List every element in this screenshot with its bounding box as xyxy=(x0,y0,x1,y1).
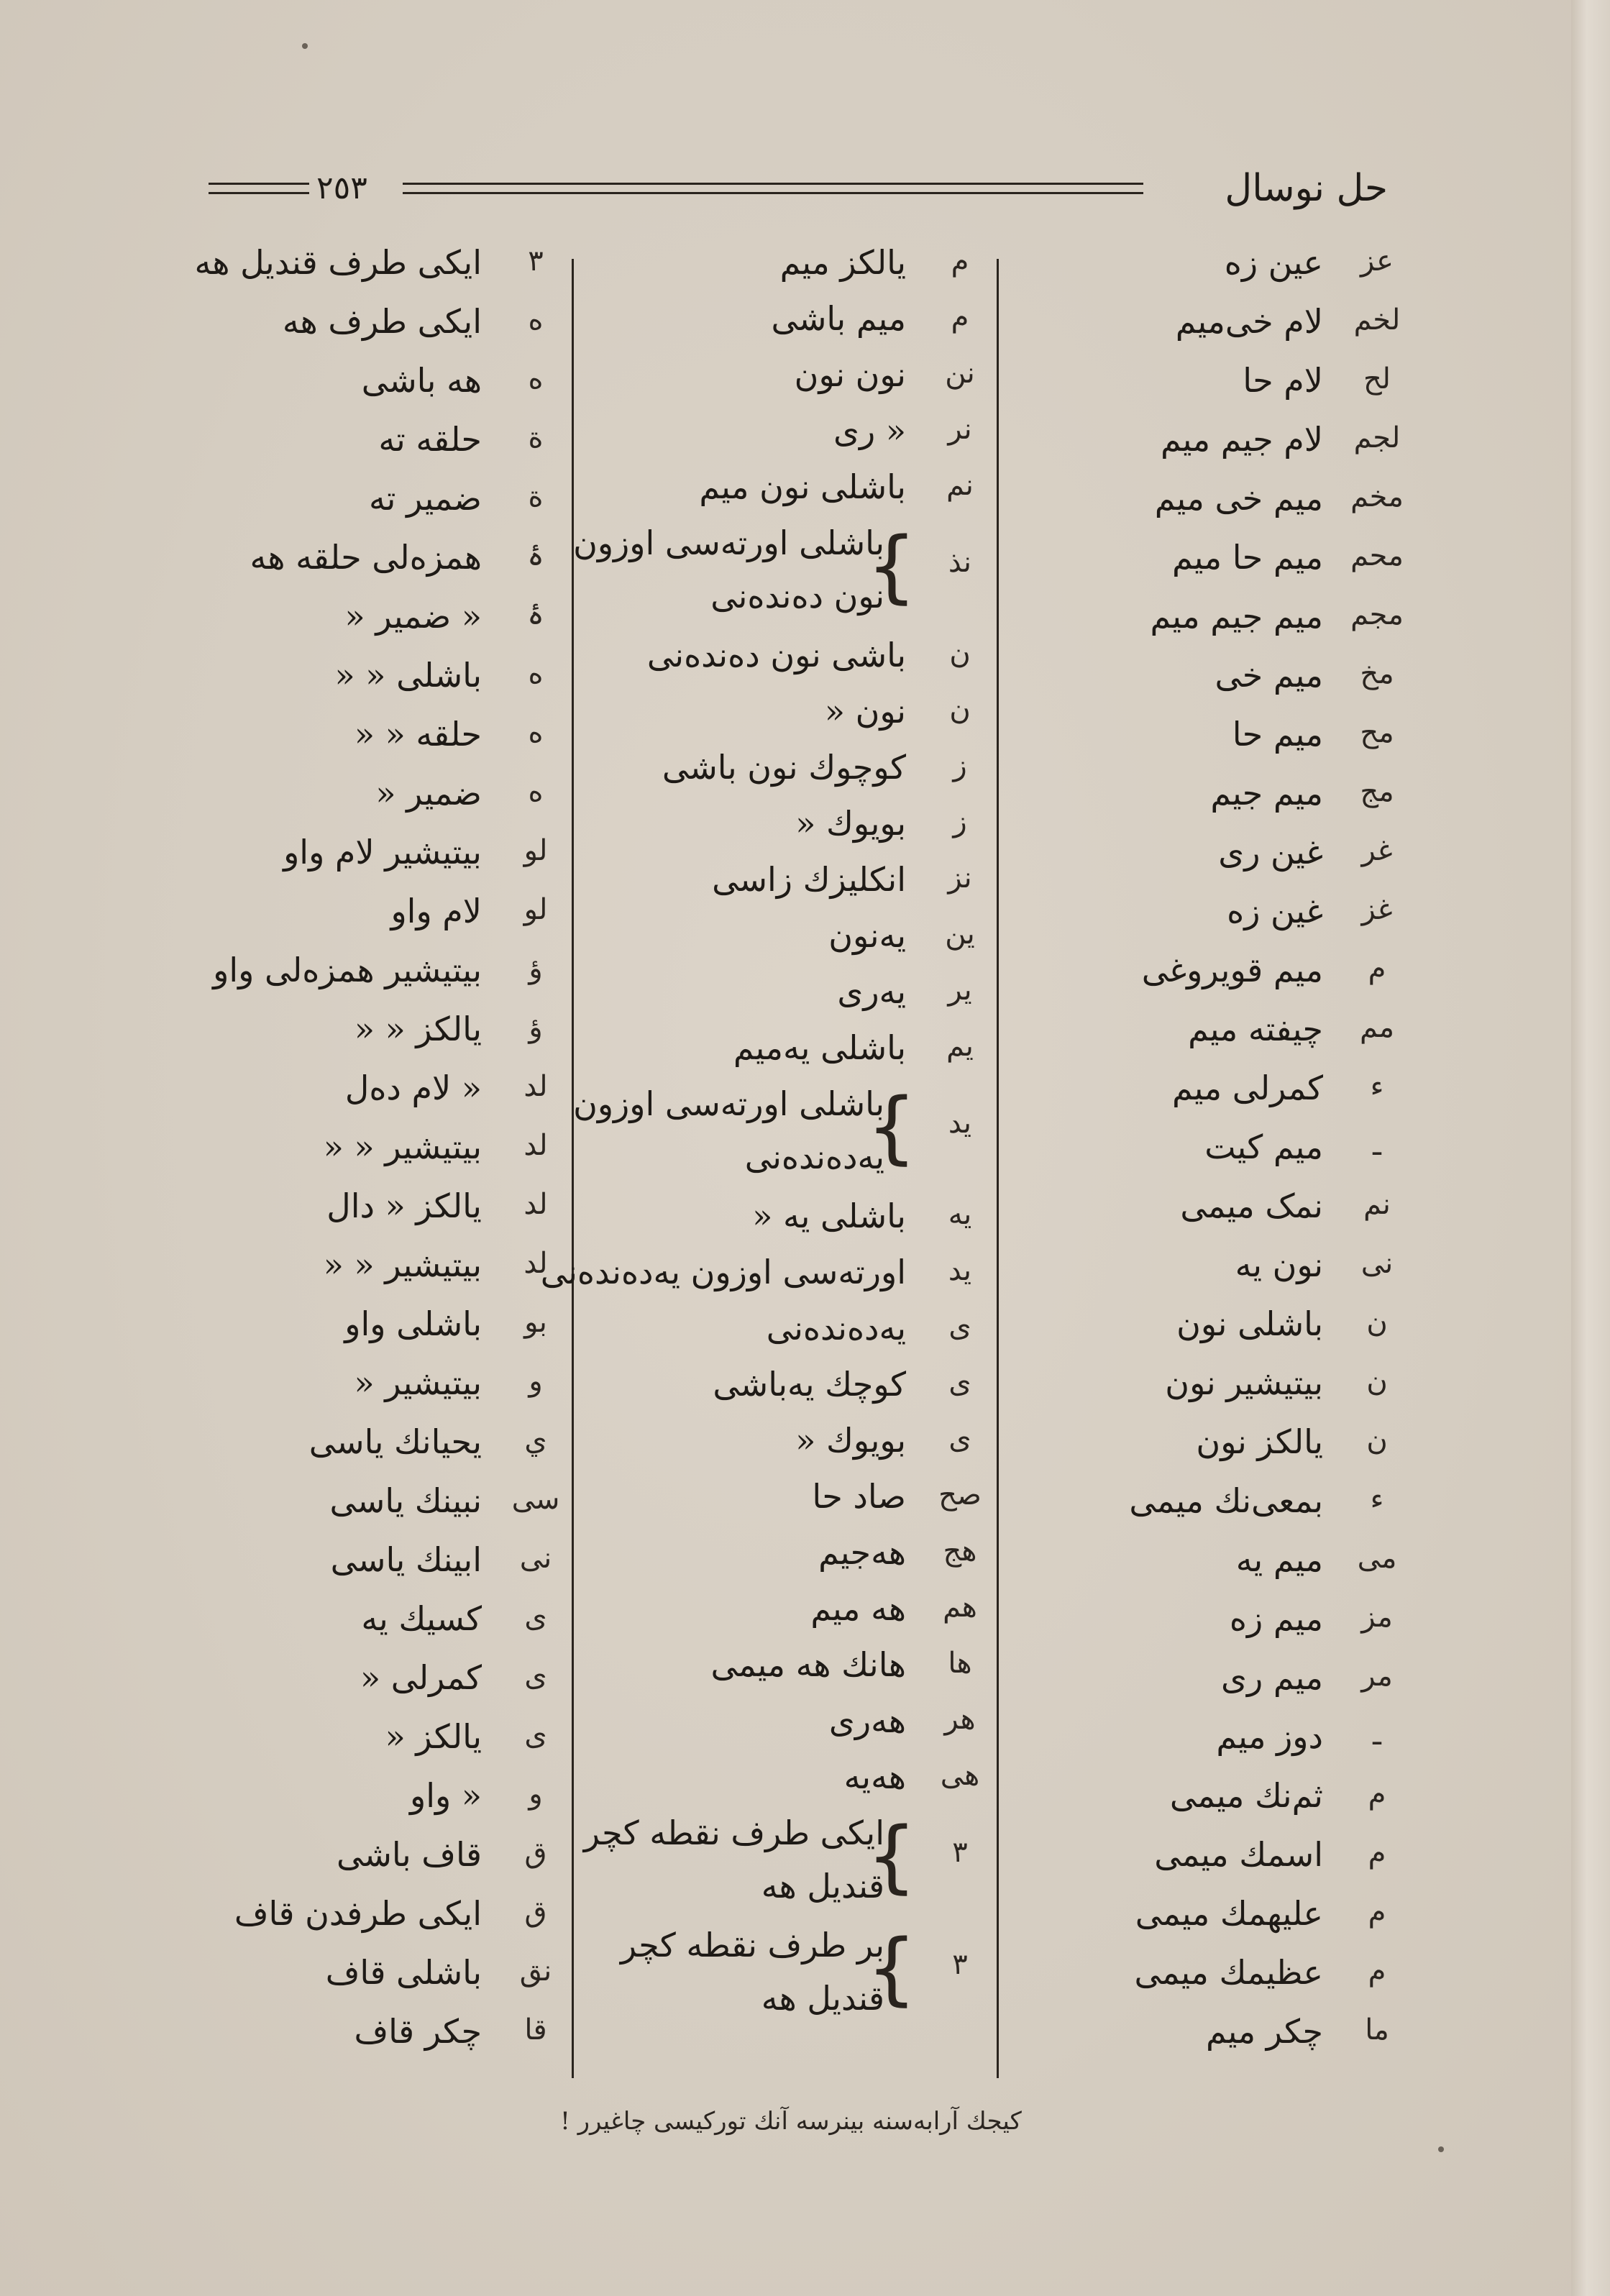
glyph-row xyxy=(579,1696,992,1752)
ligature-glyph: ق xyxy=(524,1895,547,1929)
ligature-name: صاد حا xyxy=(812,1477,906,1516)
ligature-name: « ری xyxy=(833,411,906,450)
ligature-name: انکلیزك زاسی xyxy=(712,860,906,899)
ligature-name: غین ری xyxy=(1218,833,1323,872)
ligature-glyph: مخم xyxy=(1350,480,1404,513)
ligature-glyph: ن xyxy=(949,637,971,670)
page-header xyxy=(209,167,1388,217)
glyph-row xyxy=(579,1359,992,1415)
ligature-name: نمک میمی xyxy=(1180,1186,1323,1225)
ligature-glyph: ز xyxy=(953,805,967,838)
ligature-glyph: م xyxy=(1368,1895,1386,1929)
ligature-name: باشلی قاف xyxy=(325,1953,482,1992)
ligature-name: « واو xyxy=(410,1776,482,1815)
ligature-name: بیتیشیر نون xyxy=(1165,1363,1323,1402)
ligature-glyph: یم xyxy=(946,1030,974,1063)
ligature-name: باشی نون دەندەنی xyxy=(646,636,906,674)
ligature-name: یالکز نون xyxy=(1196,1422,1323,1461)
ligature-glyph: ها xyxy=(948,1647,972,1680)
glyph-row xyxy=(180,1240,568,1299)
ligature-name-line2: قندیل هه xyxy=(761,1979,884,2018)
ligature-name: ثم‌نك میمی xyxy=(1169,1776,1323,1815)
glyph-row xyxy=(180,237,568,296)
ligature-glyph: نق xyxy=(519,1954,552,1988)
ligature-glyph: مجم xyxy=(1350,598,1404,631)
ligature-glyph: ۳ xyxy=(952,1948,968,1981)
ligature-glyph: مر xyxy=(1361,1660,1393,1693)
ligature-glyph: و xyxy=(529,1778,543,1811)
glyph-row xyxy=(573,1079,992,1191)
ligature-name: بیتیشیر « xyxy=(354,1363,482,1402)
glyph-row xyxy=(1007,1004,1409,1063)
ligature-glyph: ه xyxy=(528,716,544,749)
ligature-glyph: مخ xyxy=(1360,657,1394,690)
speck xyxy=(1438,2146,1444,2152)
glyph-row xyxy=(180,1476,568,1535)
ligature-glyph: ید xyxy=(948,1107,972,1140)
ligature-name: هه میم xyxy=(810,1589,906,1628)
ligature-name: همزه‌لی حلقه هه xyxy=(250,538,482,577)
ligature-name: کسیك یه xyxy=(361,1599,482,1638)
glyph-row xyxy=(1007,1535,1409,1593)
glyph-row xyxy=(180,1652,568,1711)
ligature-name: میم خی میم xyxy=(1154,479,1323,518)
glyph-row xyxy=(579,630,992,686)
glyph-row xyxy=(1007,709,1409,768)
ligature-name: دوز میم xyxy=(1216,1717,1323,1756)
ligature-glyph: ی xyxy=(948,1422,971,1455)
glyph-row xyxy=(579,462,992,518)
page-title: حل نوسال xyxy=(1225,167,1388,210)
glyph-row xyxy=(1007,1888,1409,1947)
ligature-glyph: نی xyxy=(1360,1247,1394,1280)
ligature-name: بر طرف نقطه کچر xyxy=(620,1926,884,1965)
ligature-name: باشلی اورته‌سی اوزون xyxy=(573,523,884,562)
ligature-name: میم زه xyxy=(1229,1599,1323,1638)
ligature-name: باشلی اورته‌سی اوزون xyxy=(573,1084,884,1123)
glyph-row xyxy=(180,414,568,473)
ligature-glyph: م xyxy=(1368,1837,1386,1870)
ligature-glyph: لد xyxy=(523,1247,548,1280)
glyph-row xyxy=(1007,1240,1409,1299)
glyph-row xyxy=(180,1063,568,1122)
ligature-glyph: ة xyxy=(528,480,544,513)
glyph-row xyxy=(1007,1829,1409,1888)
glyph-row xyxy=(579,1920,992,2032)
page-number: ۲٥۳ xyxy=(316,170,367,206)
glyph-row xyxy=(1007,1652,1409,1711)
ligature-glyph: هر xyxy=(944,1703,976,1736)
column-divider-right xyxy=(997,259,999,2078)
ligature-name: میم یه xyxy=(1235,1540,1323,1579)
ligature-glyph: ۀ xyxy=(527,539,544,572)
page-footer: کیجك آرابەسنه بینرسه آنك تورکیسی چاغیرر ! xyxy=(560,2107,1022,2136)
ligature-name: باشلی نون xyxy=(1176,1304,1323,1343)
ligature-name: یه‌نون xyxy=(828,916,906,955)
ligature-name: علیهمك میمی xyxy=(1135,1894,1323,1933)
ligature-glyph: م xyxy=(951,244,969,278)
ligature-name: ایکی طرفدن قاف xyxy=(234,1894,482,1933)
ligature-glyph: م xyxy=(1368,1954,1386,1988)
brace-mark: { xyxy=(866,1922,917,2014)
glyph-row xyxy=(1007,296,1409,355)
column-middle xyxy=(540,237,992,2078)
ligature-name: ضمیر ته xyxy=(368,479,482,518)
ligature-name: میم حا میم xyxy=(1172,538,1323,577)
ligature-glyph: یر xyxy=(948,974,972,1007)
ligature-glyph: ز xyxy=(953,749,967,782)
ligature-name: میم حا xyxy=(1232,715,1323,754)
ligature-name: نون یه xyxy=(1235,1245,1323,1284)
ligature-name: باشلی واو xyxy=(344,1304,482,1343)
ligature-name: حلقه « « xyxy=(354,715,482,754)
glyph-row xyxy=(180,1299,568,1358)
ligature-glyph: م xyxy=(1368,1778,1386,1811)
ligature-glyph: نم xyxy=(1363,1188,1391,1221)
ligature-name: اسمك میمی xyxy=(1154,1835,1323,1874)
glyph-row xyxy=(180,355,568,414)
ligature-name: بیتیشیر همزه‌لی واو xyxy=(213,951,482,989)
ligature-name: لام خی‌میم xyxy=(1175,302,1323,341)
ligature-glyph: ن xyxy=(1366,1306,1388,1339)
ligature-name: قاف باشی xyxy=(336,1835,482,1874)
glyph-row xyxy=(1007,945,1409,1004)
glyph-row xyxy=(180,827,568,886)
glyph-row xyxy=(180,1535,568,1593)
ligature-glyph: ه xyxy=(528,362,544,395)
glyph-row xyxy=(180,1593,568,1652)
ligature-glyph: م xyxy=(951,301,969,334)
ligature-name: یالکز میم xyxy=(779,243,906,282)
glyph-row xyxy=(1007,1299,1409,1358)
ligature-name: یالکز « « xyxy=(354,1010,482,1048)
glyph-row xyxy=(1007,2006,1409,2065)
ligature-name: نون « xyxy=(824,692,906,731)
ligature-name: کوچك یه‌باشی xyxy=(713,1365,906,1404)
glyph-row xyxy=(180,1122,568,1181)
page-fold xyxy=(1571,0,1610,2296)
glyph-row xyxy=(579,742,992,798)
ligature-glyph: لد xyxy=(523,1188,548,1221)
glyph-row xyxy=(579,1583,992,1639)
ligature-glyph: نر xyxy=(948,413,972,446)
ligature-name: میم باشی xyxy=(771,299,906,338)
glyph-row xyxy=(180,591,568,650)
ligature-glyph: ـ xyxy=(1373,1719,1381,1752)
glyph-row xyxy=(573,518,992,630)
glyph-row xyxy=(579,406,992,462)
ligature-name: میم قویروغی xyxy=(1141,951,1323,989)
ligature-glyph: ه xyxy=(528,303,544,337)
glyph-row xyxy=(1007,473,1409,532)
brace-mark: { xyxy=(866,520,917,612)
ligature-name: چیفته میم xyxy=(1188,1010,1323,1048)
ligature-glyph: ین xyxy=(945,918,975,951)
glyph-row xyxy=(180,1770,568,1829)
ligature-name: یالکز « دال xyxy=(326,1186,482,1225)
glyph-row xyxy=(1007,591,1409,650)
glyph-row xyxy=(1007,355,1409,414)
ligature-glyph: ۳ xyxy=(952,1836,968,1869)
ligature-glyph: غز xyxy=(1361,893,1393,926)
ligature-glyph: مز xyxy=(1361,1601,1393,1634)
glyph-row xyxy=(1007,1417,1409,1476)
ligature-name: چکر قاف xyxy=(354,2012,482,2051)
ligature-name: نبینك یاسی xyxy=(329,1481,482,1520)
ligature-glyph: نی xyxy=(519,1542,552,1575)
ligature-name: ابینك یاسی xyxy=(330,1540,482,1579)
ligature-glyph: غر xyxy=(1361,834,1393,867)
ligature-name: کمرلی میم xyxy=(1172,1069,1323,1107)
glyph-row xyxy=(1007,1711,1409,1770)
ligature-glyph: نز xyxy=(948,861,972,895)
ligature-name: لام واو xyxy=(390,892,482,930)
ligature-glyph: یه xyxy=(948,1198,972,1231)
glyph-row xyxy=(1007,1947,1409,2006)
ligature-name: بمعی‌نك میمی xyxy=(1129,1481,1323,1520)
glyph-row xyxy=(579,966,992,1023)
glyph-row xyxy=(579,854,992,910)
glyph-row xyxy=(579,349,992,406)
ligature-glyph: نم xyxy=(946,469,974,502)
ligature-name: بیتیشیر « « xyxy=(323,1128,482,1166)
ligature-glyph: ی xyxy=(524,1601,547,1634)
ligature-glyph: هم xyxy=(943,1591,977,1624)
ligature-glyph: سی xyxy=(511,1483,560,1516)
glyph-row xyxy=(180,1358,568,1417)
ligature-glyph: ما xyxy=(1365,2013,1389,2046)
glyph-row xyxy=(579,686,992,742)
ligature-name: چکر میم xyxy=(1206,2012,1323,2051)
glyph-row xyxy=(579,1303,992,1359)
glyph-row xyxy=(579,1191,992,1247)
ligature-name: هه باشی xyxy=(361,361,482,400)
ligature-name: میم کیت xyxy=(1204,1128,1323,1166)
ligature-glyph: و xyxy=(529,1365,543,1398)
ligature-name: یحیانك یاسی xyxy=(308,1422,482,1461)
glyph-row xyxy=(1007,886,1409,945)
ligature-glyph: م xyxy=(1368,952,1386,985)
ligature-glyph: ی xyxy=(948,1310,971,1343)
ligature-name: نون نون xyxy=(794,355,906,394)
glyph-row xyxy=(1007,827,1409,886)
ligature-glyph: لد xyxy=(523,1070,548,1103)
ligature-name: یه‌ری xyxy=(837,972,906,1011)
ligature-glyph: لجم xyxy=(1353,421,1401,454)
ligature-glyph: می xyxy=(1357,1542,1397,1575)
ligature-name: ایکی طرف هه xyxy=(282,302,482,341)
ligature-name: میم جیم میم xyxy=(1150,597,1323,636)
ligature-name: ایکی طرف قندیل هه xyxy=(194,243,482,282)
ligature-name: هه‌یه xyxy=(843,1757,906,1796)
glyph-row xyxy=(180,296,568,355)
glyph-row xyxy=(180,473,568,532)
glyph-row xyxy=(180,1947,568,2006)
ligature-glyph: ة xyxy=(528,421,544,454)
ligature-glyph: ن xyxy=(949,693,971,726)
glyph-row xyxy=(180,1004,568,1063)
ligature-glyph: ۳ xyxy=(528,244,544,278)
speck xyxy=(302,43,308,49)
glyph-row xyxy=(1007,414,1409,473)
glyph-row xyxy=(1007,1063,1409,1122)
ligature-glyph: نذ xyxy=(948,546,972,579)
glyph-row xyxy=(579,237,992,293)
glyph-row xyxy=(579,1023,992,1079)
glyph-row xyxy=(1007,1476,1409,1535)
glyph-row xyxy=(180,886,568,945)
glyph-row xyxy=(180,1888,568,1947)
ligature-name: باشلی « « xyxy=(334,656,482,695)
ligature-glyph: لو xyxy=(523,834,548,867)
ligature-glyph: لو xyxy=(523,893,548,926)
ligature-name: باشلی نون میم xyxy=(699,467,906,506)
ligature-glyph: ه xyxy=(528,657,544,690)
ligature-glyph: ؤ xyxy=(529,1011,543,1044)
ligature-glyph: ی xyxy=(524,1719,547,1752)
ligature-name: غین زه xyxy=(1227,892,1323,930)
glyph-row xyxy=(579,1471,992,1527)
ligature-name: کمرلی « xyxy=(360,1658,482,1697)
ligature-glyph: محم xyxy=(1350,539,1404,572)
ligature-name: باشلی یه « xyxy=(752,1197,906,1235)
glyph-row xyxy=(180,1417,568,1476)
glyph-row xyxy=(180,1829,568,1888)
ligature-glyph: ۀ xyxy=(527,598,544,631)
ligature-glyph: مج xyxy=(1360,775,1394,808)
glyph-row xyxy=(579,1415,992,1471)
glyph-row xyxy=(180,1711,568,1770)
header-rule-right xyxy=(403,183,1143,194)
ligature-name: باشلی یه‌میم xyxy=(733,1028,906,1067)
header-rule-left xyxy=(209,183,309,194)
ligature-glyph: بو xyxy=(524,1306,547,1339)
ligature-glyph: ي xyxy=(524,1424,547,1457)
glyph-row xyxy=(1007,768,1409,827)
ligature-glyph: قا xyxy=(524,2013,547,2046)
glyph-row xyxy=(1007,1358,1409,1417)
glyph-row xyxy=(579,1639,992,1696)
glyph-row xyxy=(180,650,568,709)
ligature-glyph: ـ xyxy=(1373,1129,1381,1162)
ligature-name: هانك هه میمی xyxy=(710,1645,906,1684)
ligature-name: هه‌جیم xyxy=(818,1533,906,1572)
ligature-name: کوچوك نون باشی xyxy=(662,748,906,787)
ligature-name: ایکی طرف نقطه کچر xyxy=(583,1814,884,1852)
ligature-name: میم ری xyxy=(1221,1658,1323,1697)
ligature-name: « ضمیر « xyxy=(344,597,482,636)
ligature-glyph: مح xyxy=(1360,716,1394,749)
ligature-glyph: صح xyxy=(938,1478,982,1511)
ligature-glyph: مم xyxy=(1359,1011,1395,1044)
ligature-glyph: ید xyxy=(948,1254,972,1287)
glyph-row xyxy=(579,1752,992,1808)
ligature-glyph: ن xyxy=(1366,1365,1388,1398)
ligature-name: عظیمك میمی xyxy=(1134,1953,1323,1992)
ligature-glyph: عز xyxy=(1360,244,1394,278)
ligature-glyph: ن xyxy=(1366,1424,1388,1457)
glyph-row xyxy=(1007,532,1409,591)
ligature-name: لام حا xyxy=(1243,361,1323,400)
ligature-name: میم جیم xyxy=(1210,774,1323,813)
glyph-row xyxy=(1007,1770,1409,1829)
brace-mark: { xyxy=(866,1081,917,1173)
ligature-glyph: ه xyxy=(528,775,544,808)
glyph-row xyxy=(180,768,568,827)
glyph-row xyxy=(180,709,568,768)
glyph-row xyxy=(1007,237,1409,296)
ligature-glyph: نن xyxy=(945,357,975,390)
ligature-glyph: ی xyxy=(948,1366,971,1399)
glyph-row xyxy=(579,1527,992,1583)
ligature-name: حلقه ته xyxy=(378,420,482,459)
glyph-row xyxy=(579,1808,992,1920)
ligature-name-line2: نون دەندەنی xyxy=(710,577,884,616)
ligature-name: « لام دەل xyxy=(344,1069,482,1107)
column-left xyxy=(180,237,568,2078)
glyph-row xyxy=(579,910,992,966)
ligature-glyph: ق xyxy=(524,1837,547,1870)
glyph-row xyxy=(180,1181,568,1240)
glyph-row xyxy=(540,1247,992,1303)
ligature-name: یه‌دەندەنی xyxy=(766,1309,906,1348)
ligature-glyph: لد xyxy=(523,1129,548,1162)
ligature-glyph: هی xyxy=(940,1759,980,1792)
glyph-row xyxy=(180,532,568,591)
glyph-row xyxy=(1007,1181,1409,1240)
ligature-name: لام جیم میم xyxy=(1160,420,1323,459)
ligature-glyph: لح xyxy=(1363,362,1391,395)
glyph-row xyxy=(1007,1122,1409,1181)
glyph-row xyxy=(180,2006,568,2065)
ligature-name-line2: قندیل هه xyxy=(761,1867,884,1906)
ligature-name: میم خی xyxy=(1215,656,1323,695)
glyph-row xyxy=(180,945,568,1004)
ligature-name: ضمیر « xyxy=(375,774,482,813)
ligature-glyph: ؤ xyxy=(529,952,543,985)
ligature-name: یالکز « xyxy=(385,1717,482,1756)
glyph-row xyxy=(579,798,992,854)
ligature-name: بیتیشیر لام واو xyxy=(283,833,482,872)
ligature-glyph: هج xyxy=(943,1535,977,1568)
ligature-glyph: ی xyxy=(524,1660,547,1693)
brace-mark: { xyxy=(866,1810,917,1902)
ligature-name: بویوك « xyxy=(795,804,906,843)
ligature-glyph: ء xyxy=(1370,1483,1384,1516)
ligature-name: بویوك « xyxy=(795,1421,906,1460)
ligature-name: هه‌ری xyxy=(828,1701,906,1740)
glyph-row xyxy=(1007,1593,1409,1652)
glyph-row xyxy=(579,293,992,349)
ligature-name-line2: یه‌دەندەنی xyxy=(744,1138,884,1176)
glyph-row xyxy=(1007,650,1409,709)
ligature-name: بیتیشیر « « xyxy=(323,1245,482,1284)
ligature-glyph: ء xyxy=(1370,1070,1384,1103)
ligature-glyph: لخم xyxy=(1353,303,1401,337)
ligature-name: اورته‌سی اوزون یه‌دەندەنی xyxy=(540,1253,906,1291)
ligature-name: عين زه xyxy=(1224,243,1323,282)
column-right xyxy=(1007,237,1409,2078)
